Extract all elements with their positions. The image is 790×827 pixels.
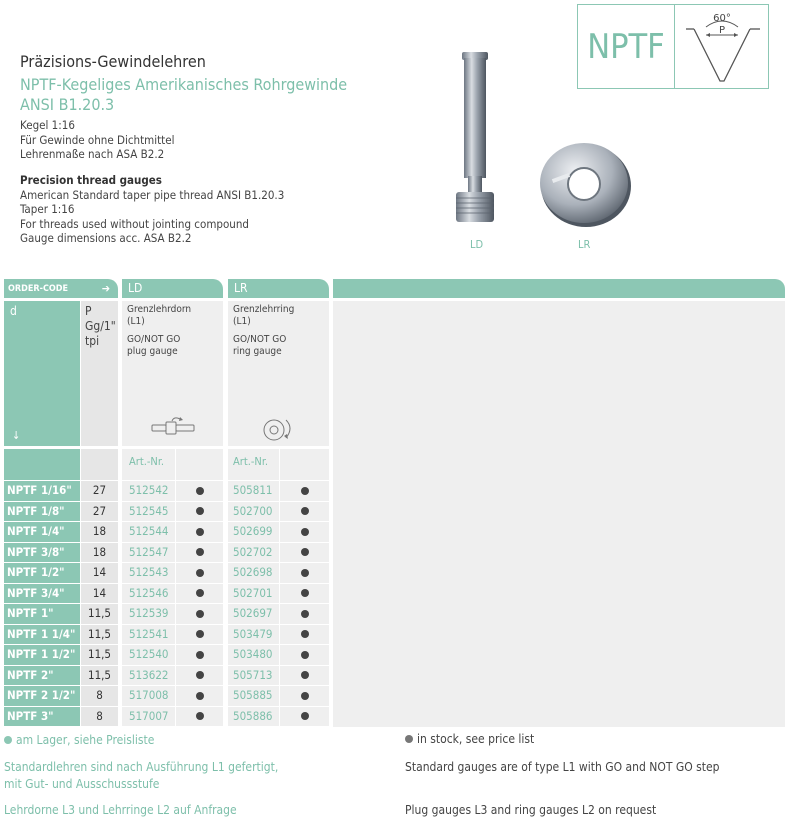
d-label: d [10, 304, 17, 318]
pitch-cell: 8 [81, 707, 118, 727]
thread-profile-icon [676, 5, 769, 88]
lr-art-nr-label: Art.-Nr. [228, 449, 279, 480]
subtitle-line-1: NPTF-Kegeliges Amerikanisches Rohrgewinde [20, 75, 348, 94]
lr-desc-type: (L1) [233, 316, 251, 327]
lr-article-number: 502702 [228, 543, 279, 563]
pitch-cell: 8 [81, 686, 118, 706]
angle-text: 60° [713, 13, 731, 24]
english-title: Precision thread gauges [20, 173, 162, 187]
order-code-label: ORDER-CODE [8, 284, 69, 294]
lr-article-number: 505885 [228, 686, 279, 706]
pitch-cell: 18 [81, 543, 118, 563]
pitch-cell: 14 [81, 563, 118, 583]
stock-dot-icon [301, 507, 309, 515]
ld-article-number: 517008 [122, 686, 175, 706]
table-row [4, 584, 329, 605]
order-code-header [4, 279, 118, 298]
table-row [4, 686, 329, 707]
ld-article-number: 517007 [122, 707, 175, 727]
pitch-cell: 11,5 [81, 604, 118, 624]
arrow-down-icon: ↓ [12, 429, 21, 442]
lr-article-number: 502698 [228, 563, 279, 583]
plug-rotate-icon [150, 416, 198, 440]
table-row [4, 645, 329, 666]
lr-desc-en1: GO/NOT GO [233, 334, 287, 345]
lr-article-number: 503480 [228, 645, 279, 665]
lr-desc-de: Grenzlehrring [233, 304, 295, 315]
stock-dot-icon [196, 589, 204, 597]
pitch-label: P [85, 304, 92, 318]
size-cell: NPTF 1 1/4" [4, 625, 80, 645]
lr-article-number: 502697 [228, 604, 279, 624]
lr-article-number: 505811 [228, 481, 279, 501]
table-row [4, 543, 329, 564]
ld-desc-type: (L1) [127, 316, 145, 327]
ld-article-number: 512542 [122, 481, 175, 501]
size-cell: NPTF 1/2" [4, 563, 80, 583]
spec-line: Lehrenmaße nach ASA B2.2 [20, 147, 165, 161]
size-cell: NPTF 1/16" [4, 481, 80, 501]
size-cell: NPTF 3/4" [4, 584, 80, 604]
stock-dot-icon [301, 651, 309, 659]
ld-column-header: LD [122, 279, 223, 298]
subtitle-line-2: ANSI B1.20.3 [20, 95, 115, 114]
pitch-cell: 14 [81, 584, 118, 604]
stock-dot-icon [4, 736, 12, 744]
request-note-en: Plug gauges L3 and ring gauges L2 on request [405, 803, 657, 817]
size-cell: NPTF 2" [4, 666, 80, 686]
spec-line: For threads used without jointing compound [20, 216, 249, 231]
ld-article-number: 512539 [122, 604, 175, 624]
stock-dot-icon [196, 651, 204, 659]
ld-desc-de: Grenzlehrdorn [127, 304, 192, 315]
ld-stock-head [176, 449, 223, 480]
table-row [4, 481, 329, 502]
spec-line: Für Gewinde ohne Dichtmittel [20, 132, 175, 147]
ld-article-number: 512541 [122, 625, 175, 645]
stock-dot-icon [196, 528, 204, 536]
lr-article-number: 502700 [228, 502, 279, 522]
german-spec-lines [20, 118, 174, 162]
stock-dot-icon [301, 569, 309, 577]
stock-dot-icon [301, 487, 309, 495]
stock-dot-icon [301, 692, 309, 700]
lr-image-caption: LR [578, 238, 591, 251]
nptf-badge [577, 4, 769, 89]
table-row [4, 604, 329, 625]
pitch-cell: 27 [81, 502, 118, 522]
empty-column [333, 301, 785, 727]
spec-line: Gauge dimensions acc. ASA B2.2 [20, 231, 192, 245]
size-cell: NPTF 2 1/2" [4, 686, 80, 706]
size-cell: NPTF 1/8" [4, 502, 80, 522]
ld-article-number: 513622 [122, 666, 175, 686]
pitch-cell: 27 [81, 481, 118, 501]
standard-note-de-line: mit Gut- und Ausschussstufe [4, 777, 160, 791]
standard-note-de-line: Standardlehren sind nach Ausführung L1 gefertigt, [4, 760, 279, 774]
pitch-cell: 18 [81, 522, 118, 542]
table-row [4, 707, 329, 728]
table-row [4, 666, 329, 687]
stock-dot-icon [196, 569, 204, 577]
page-title: Präzisions-Gewindelehren [20, 52, 206, 71]
stock-note-en-text: in stock, see price list [417, 732, 535, 746]
page-subtitle [20, 75, 440, 115]
spec-line: Kegel 1:16 [20, 118, 75, 132]
size-cell: NPTF 3/8" [4, 543, 80, 563]
ld-art-nr-label: Art.-Nr. [122, 449, 175, 480]
ld-article-number: 512540 [122, 645, 175, 665]
stock-dot-icon [301, 610, 309, 618]
pitch-cell: 11,5 [81, 625, 118, 645]
d-column-head [4, 301, 80, 446]
table-row [4, 502, 329, 523]
stock-dot-icon [301, 548, 309, 556]
gauge-table-body [4, 481, 329, 727]
p-blank [81, 449, 118, 480]
request-note-de: Lehrdorne L3 und Lehrringe L2 auf Anfrage [4, 803, 237, 817]
standard-note-de [4, 759, 324, 793]
ld-article-number: 512544 [122, 522, 175, 542]
stock-dot-icon [301, 589, 309, 597]
lr-article-number: 505713 [228, 666, 279, 686]
size-cell: NPTF 1 1/2" [4, 645, 80, 665]
size-cell: NPTF 1/4" [4, 522, 80, 542]
arrow-right-icon: ➔ [101, 282, 110, 295]
lr-column-header: LR [228, 279, 329, 298]
stock-dot-icon [301, 671, 309, 679]
lr-article-number: 505886 [228, 707, 279, 727]
pitch-cell: 11,5 [81, 666, 118, 686]
plug-gauge-image [448, 48, 508, 228]
nptf-label: NPTF [578, 5, 675, 88]
pitch-label: tpi [85, 334, 100, 348]
ld-desc-en2: plug gauge [127, 346, 178, 357]
stock-dot-icon [301, 712, 309, 720]
ld-desc-en1: GO/NOT GO [127, 334, 181, 345]
ld-article-number: 512546 [122, 584, 175, 604]
english-spec-lines [20, 173, 284, 246]
stock-dot-icon [196, 671, 204, 679]
stock-note-en [405, 731, 534, 748]
stock-dot-icon [196, 630, 204, 638]
stock-dot-icon [405, 735, 413, 743]
stock-dot-icon [196, 507, 204, 515]
stock-dot-icon [196, 712, 204, 720]
lr-article-number: 502699 [228, 522, 279, 542]
size-cell: NPTF 3" [4, 707, 80, 727]
ring-gauge-image [538, 138, 638, 230]
stock-dot-icon [196, 487, 204, 495]
stock-dot-icon [196, 548, 204, 556]
ld-article-number: 512543 [122, 563, 175, 583]
ring-rotate-icon [258, 414, 298, 444]
size-cell: NPTF 1" [4, 604, 80, 624]
table-row [4, 625, 329, 646]
lr-stock-head [280, 449, 329, 480]
stock-dot-icon [301, 528, 309, 536]
d-blank [4, 449, 80, 480]
spec-line: Taper 1:16 [20, 202, 75, 216]
lr-article-number: 502701 [228, 584, 279, 604]
ld-article-number: 512545 [122, 502, 175, 522]
pitch-column-head [81, 301, 118, 446]
ld-image-caption: LD [470, 238, 484, 251]
stock-dot-icon [196, 692, 204, 700]
stock-dot-icon [301, 630, 309, 638]
table-row [4, 563, 329, 584]
pitch-cell: 11,5 [81, 645, 118, 665]
ld-article-number: 512547 [122, 543, 175, 563]
stock-note-de-text: am Lager, siehe Preisliste [16, 733, 155, 747]
lr-desc-en2: ring gauge [233, 346, 282, 357]
standard-note-en: Standard gauges are of type L1 with GO and NOT GO step [405, 760, 720, 774]
table-row [4, 522, 329, 543]
spec-line: American Standard taper pipe thread ANSI B1.20.3 [20, 187, 285, 202]
pitch-text: P [718, 25, 726, 36]
lr-article-number: 503479 [228, 625, 279, 645]
empty-column-header [333, 279, 785, 298]
pitch-label: Gg/1" [85, 319, 116, 333]
stock-note-de [4, 732, 154, 749]
stock-dot-icon [196, 610, 204, 618]
